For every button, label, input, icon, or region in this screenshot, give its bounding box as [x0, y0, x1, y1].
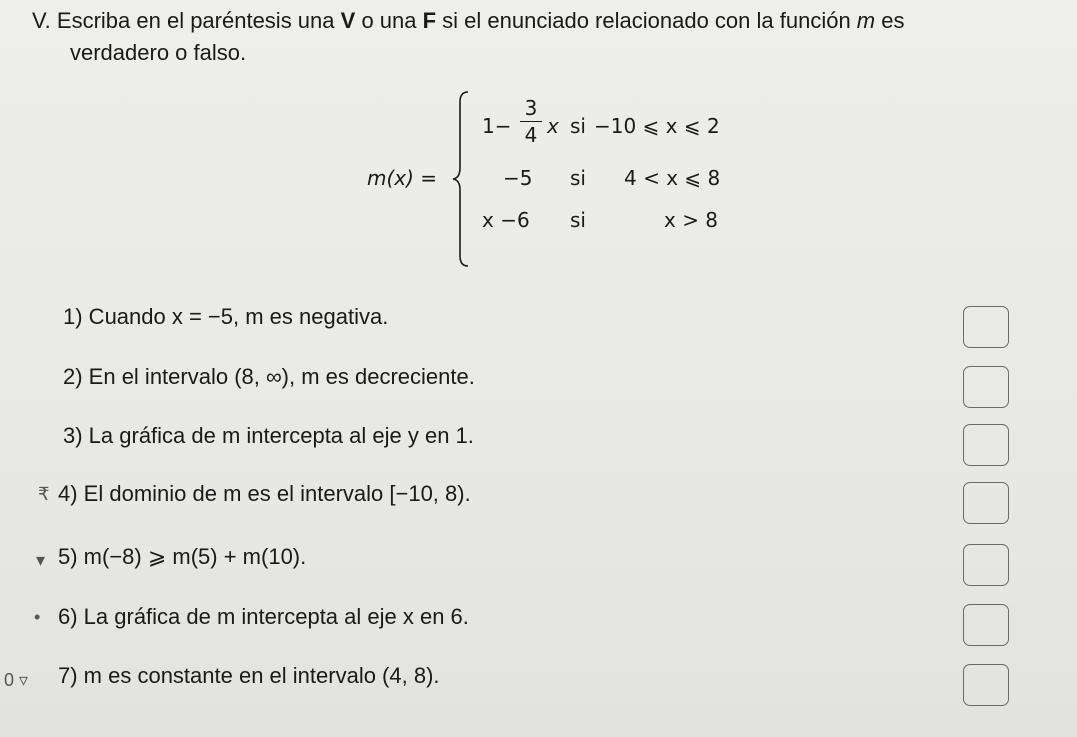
statement-3	[63, 423, 474, 449]
row1-expr-a: 1−	[482, 114, 512, 138]
row3-expr: x −6	[482, 208, 530, 232]
statement-text: La gráfica de m intercepta al eje x en 6.	[77, 604, 469, 629]
statement-number: 4)	[58, 481, 78, 506]
statement-text: m(−8) ⩾ m(5) + m(10).	[77, 544, 307, 569]
answer-box-6[interactable]	[963, 604, 1009, 646]
row2-expr: −5	[503, 166, 533, 190]
row1-expr-b: x	[547, 114, 559, 138]
heading-f: F	[422, 8, 437, 33]
row3-si: si	[570, 208, 586, 232]
pencil-mark: 0 ▿	[4, 670, 29, 690]
section-heading	[32, 6, 904, 36]
statement-number: 6)	[58, 604, 78, 629]
row1-fraction	[520, 96, 542, 147]
section-numeral: V.	[32, 8, 51, 33]
statement-text: En el intervalo (8, ∞), m es decreciente.	[82, 364, 475, 389]
statement-number: 2)	[63, 364, 83, 389]
statement-text: m es constante en el intervalo (4, 8).	[77, 663, 440, 688]
row1-condition: −10 ⩽ x ⩽ 2	[594, 114, 720, 138]
answer-box-1[interactable]	[963, 306, 1009, 348]
heading-mid: o una	[355, 8, 423, 33]
pencil-mark: •	[34, 607, 41, 627]
answer-box-3[interactable]	[963, 424, 1009, 466]
row2-si: si	[570, 166, 586, 190]
answer-box-2[interactable]	[963, 366, 1009, 408]
heading-post: si el enunciado relacionado con la función	[436, 8, 857, 33]
statement-4	[58, 481, 471, 507]
function-lhs: m(x) =	[367, 166, 438, 190]
row1-numerator: 3	[524, 96, 538, 120]
answer-box-5[interactable]	[963, 544, 1009, 586]
statement-number: 5)	[58, 544, 78, 569]
answer-box-7[interactable]	[963, 664, 1009, 706]
statement-7	[58, 663, 440, 689]
statement-2	[63, 364, 475, 390]
statement-number: 7)	[58, 663, 78, 688]
heading-end: es	[875, 8, 905, 33]
statement-number: 3)	[63, 423, 83, 448]
statement-text: Cuando x = −5, m es negativa.	[82, 304, 389, 329]
statement-text: El dominio de m es el intervalo [−10, 8).	[77, 481, 471, 506]
statement-6	[58, 604, 469, 630]
pencil-mark: ▾	[36, 550, 46, 570]
statement-text: La gráfica de m intercepta al eje y en 1.	[82, 423, 474, 448]
row1-si: si	[570, 114, 586, 138]
left-brace	[450, 90, 472, 268]
section-heading-line2: verdadero o falso.	[70, 40, 247, 65]
heading-pre: Escriba en el paréntesis una	[56, 8, 341, 33]
heading-m: m	[856, 8, 876, 33]
answer-box-4[interactable]	[963, 482, 1009, 524]
heading-v: V	[340, 8, 356, 33]
row1-denominator: 4	[524, 123, 538, 147]
pencil-mark: ₹	[38, 484, 50, 504]
row2-condition: 4 < x ⩽ 8	[624, 166, 721, 190]
statement-number: 1)	[63, 304, 83, 329]
statement-1	[63, 304, 388, 330]
statement-5	[58, 544, 306, 570]
row3-condition: x > 8	[664, 208, 719, 232]
